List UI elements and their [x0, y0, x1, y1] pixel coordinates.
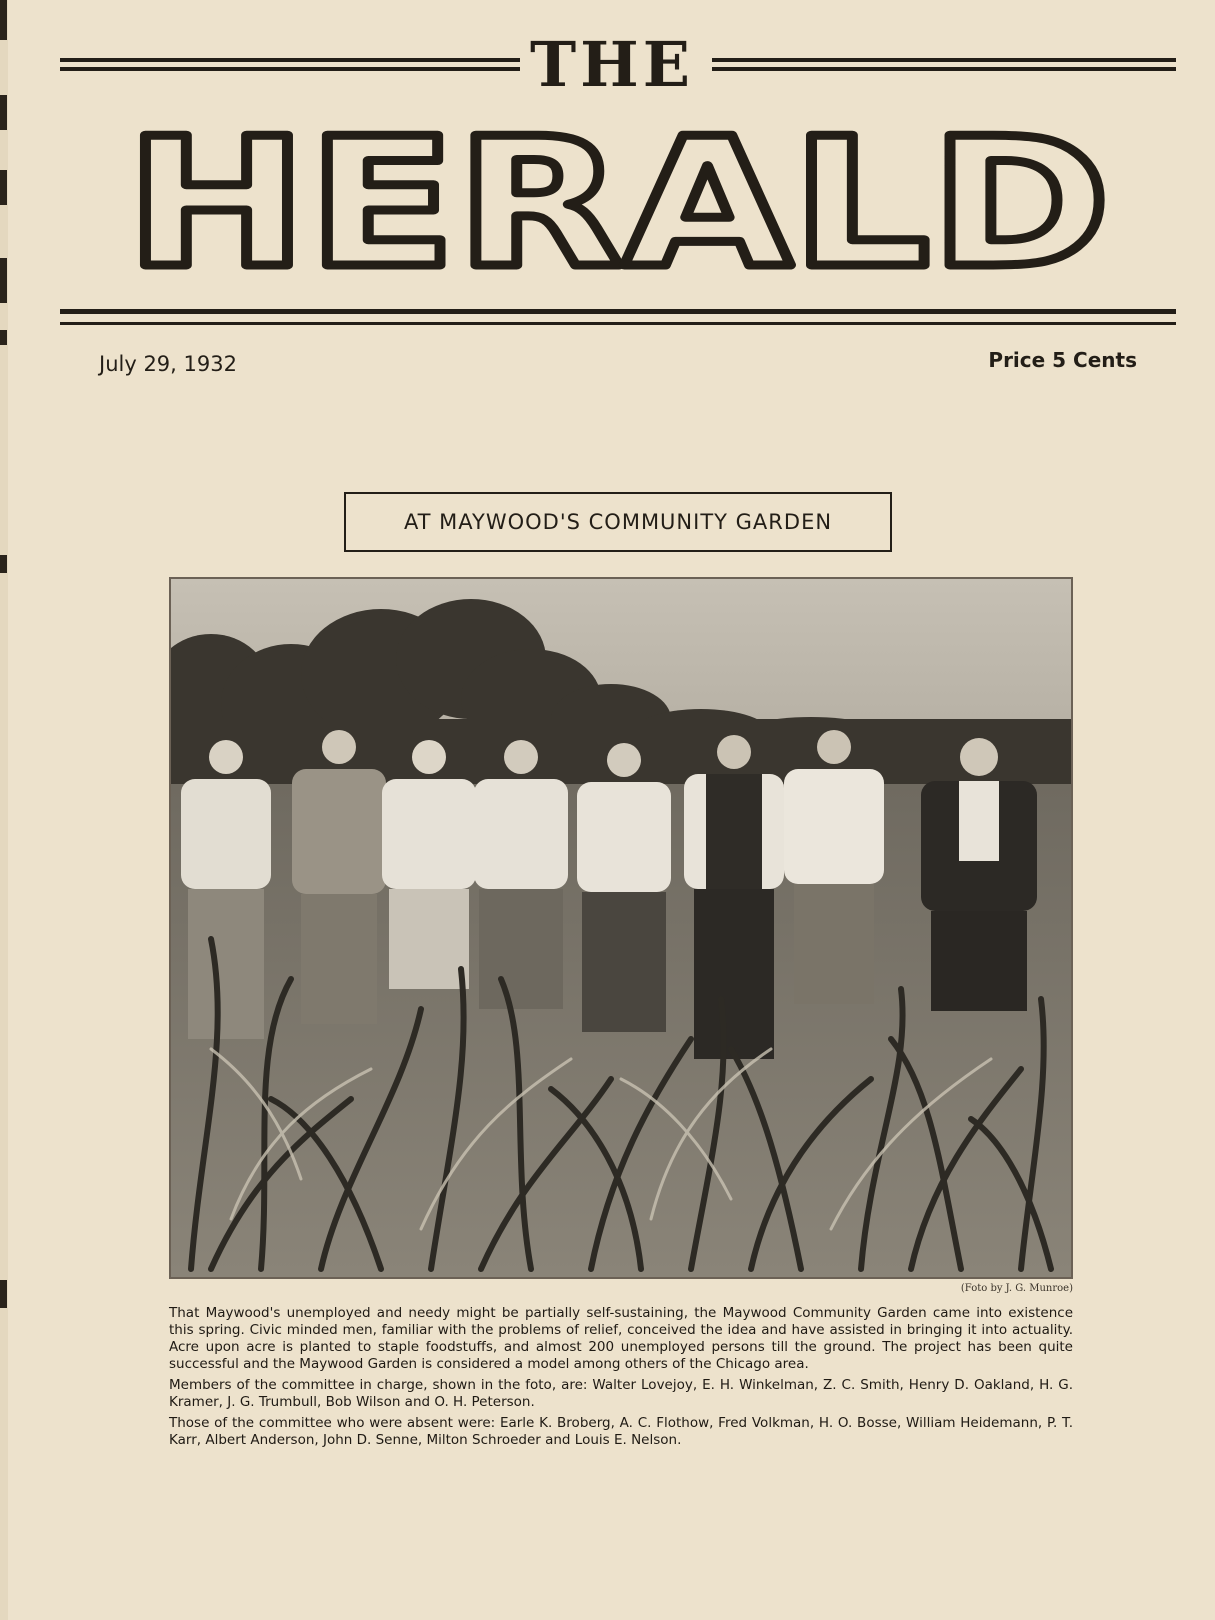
photo — [169, 577, 1073, 1279]
binder-edge — [0, 0, 8, 1620]
masthead-bottom-rule — [60, 309, 1176, 325]
photo-image — [171, 579, 1071, 1277]
caption-paragraph: Those of the committee who were absent were: Earle K. Broberg, A. C. Flothow, Fred Volkman, H. O. Bosse, William Heidemann, P. T. Karr, Albert Anderson, John D. Senne, Milton Schroeder and Louis E. Nelson. — [169, 1415, 1073, 1448]
headline-box — [344, 492, 892, 552]
masthead-rule-left — [60, 58, 520, 71]
binder-mark — [0, 330, 7, 345]
binder-mark — [0, 95, 7, 130]
binder-mark — [0, 555, 7, 573]
price: Price 5 Cents — [988, 348, 1137, 372]
binder-mark — [0, 170, 7, 205]
photo-credit: (Foto by J. G. Munroe) — [960, 1283, 1073, 1294]
binder-mark — [0, 0, 7, 40]
masthead-rule-right — [712, 58, 1176, 71]
masthead-the: THE — [530, 28, 694, 101]
caption-paragraph: Members of the committee in charge, shown in the foto, are: Walter Lovejoy, E. H. Winkelman, Z. C. Smith, Henry D. Oakland, H. G. Kramer, J. G. Trumbull, Bob Wilson and O. H. Peterson. — [169, 1377, 1073, 1410]
binder-mark — [0, 1280, 7, 1308]
headline: AT MAYWOOD'S COMMUNITY GARDEN — [403, 510, 833, 534]
masthead-title — [118, 115, 1118, 285]
binder-mark — [0, 258, 7, 303]
caption-paragraph: That Maywood's unemployed and needy might be partially self-sustaining, the Maywood Community Garden came into existence this spring. Civic minded men, familiar with the problems of relief, conceived the idea and have assisted in bringing it into actuality. Acre upon acre is planted to staple foodstuffs, and almost 200 unemployed persons till the ground. The project has been quite successful and the Maywood Garden is considered a model among others of the Chicago area. — [169, 1305, 1073, 1372]
masthead-title-text: HERALD — [125, 115, 1111, 285]
dateline: July 29, 1932 — [99, 352, 237, 376]
caption — [169, 1305, 1073, 1453]
